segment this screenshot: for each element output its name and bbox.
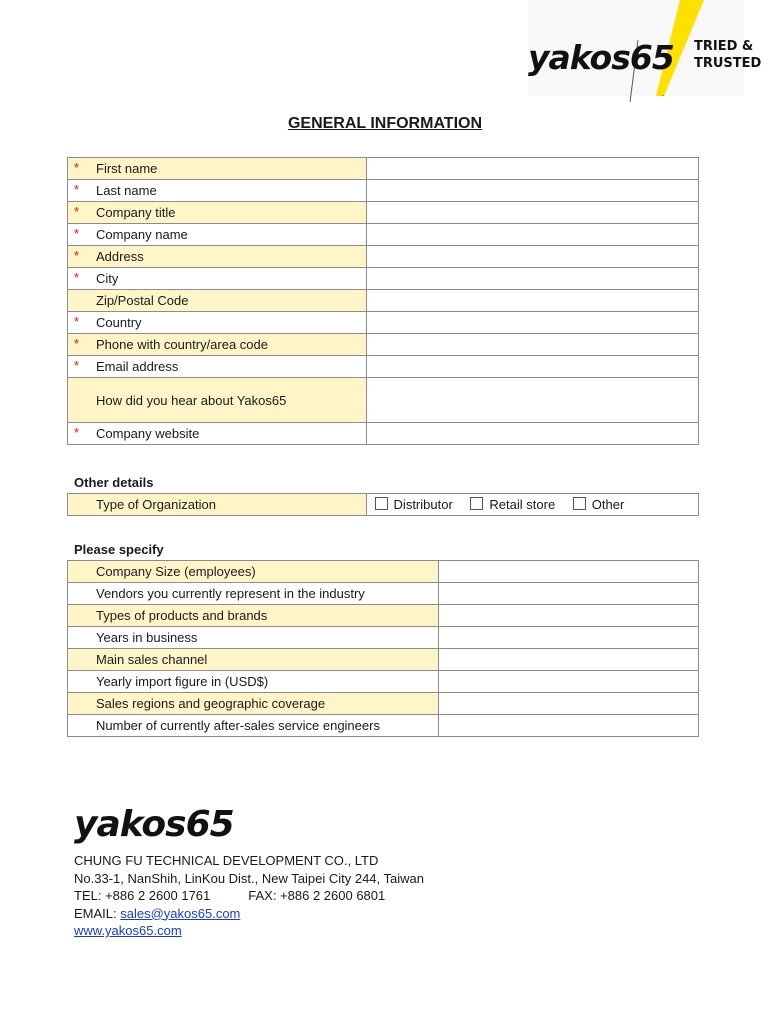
org-type-table [67, 493, 699, 516]
field-label [68, 246, 367, 268]
specify-label-text: Yearly import figure in (USD$) [96, 674, 269, 689]
checkbox-retail-store[interactable] [470, 497, 483, 510]
field-label [68, 290, 367, 312]
required-marker: * [74, 425, 80, 440]
field-input[interactable] [366, 268, 698, 290]
specify-label-text: Sales regions and geographic coverage [96, 696, 326, 711]
field-input[interactable] [366, 290, 698, 312]
footer-contact [74, 852, 424, 940]
general-info-table [67, 157, 699, 445]
field-label-text: How did you hear about Yakos65 [96, 392, 287, 408]
field-label-text: Company website [96, 426, 200, 441]
field-input[interactable] [366, 334, 698, 356]
field-label [68, 378, 367, 423]
specify-row [68, 693, 699, 715]
specify-row [68, 715, 699, 737]
required-marker: * [74, 358, 80, 373]
field-label-text: Zip/Postal Code [96, 293, 189, 308]
specify-input[interactable] [439, 561, 699, 583]
field-label-text: Phone with country/area code [96, 337, 268, 352]
phone-number: TEL: +886 2 2600 1761 [74, 888, 211, 903]
field-input[interactable] [366, 423, 698, 445]
field-input[interactable] [366, 246, 698, 268]
field-label [68, 356, 367, 378]
form-row [68, 423, 699, 445]
specify-label [68, 715, 439, 737]
form-row [68, 246, 699, 268]
field-label [68, 224, 367, 246]
company-address: No.33-1, NanShih, LinKou Dist., New Taipei City 244, Taiwan [74, 870, 424, 886]
fax-number: FAX: +886 2 2600 6801 [248, 888, 386, 903]
form-row [68, 356, 699, 378]
field-label [68, 334, 367, 356]
specify-row [68, 671, 699, 693]
field-input[interactable] [366, 378, 698, 423]
specify-input[interactable] [439, 605, 699, 627]
tagline-line-2: TRUSTED [694, 56, 762, 71]
specify-row [68, 627, 699, 649]
field-label-text: Company name [96, 227, 188, 242]
specify-label-text: Years in business [96, 630, 198, 645]
form-row [68, 312, 699, 334]
checkbox-distributor[interactable] [375, 497, 388, 510]
form-row [68, 334, 699, 356]
form-row [68, 158, 699, 180]
field-input[interactable] [366, 180, 698, 202]
org-type-options [366, 494, 698, 516]
specify-label [68, 649, 439, 671]
required-marker: * [74, 182, 80, 197]
specify-row [68, 605, 699, 627]
other-details-heading: Other details [74, 475, 154, 490]
company-name: CHUNG FU TECHNICAL DEVELOPMENT CO., LTD [74, 853, 379, 868]
field-label [68, 268, 367, 290]
specify-input[interactable] [439, 583, 699, 605]
org-type-label: Type of Organization [68, 494, 367, 516]
required-marker: * [74, 204, 80, 219]
field-label-text: Company title [96, 205, 176, 220]
specify-table [67, 560, 699, 737]
required-marker: * [74, 248, 80, 263]
specify-input[interactable] [439, 627, 699, 649]
field-label [68, 202, 367, 224]
specify-label [68, 583, 439, 605]
specify-label [68, 605, 439, 627]
email-line [74, 905, 424, 923]
page-title: GENERAL INFORMATION [287, 115, 483, 132]
option-retail-store[interactable]: Retail store [470, 497, 555, 512]
specify-label-text: Company Size (employees) [96, 564, 256, 579]
specify-row [68, 583, 699, 605]
field-label-text: First name [96, 161, 158, 176]
field-label-text: City [96, 271, 119, 286]
field-input[interactable] [366, 158, 698, 180]
required-marker: * [74, 160, 80, 175]
specify-label [68, 693, 439, 715]
form-row [68, 378, 699, 423]
specify-input[interactable] [439, 649, 699, 671]
phone-fax-line [74, 887, 424, 905]
footer-logo: yakos65 [74, 804, 234, 845]
please-specify-heading: Please specify [74, 542, 164, 557]
specify-row [68, 649, 699, 671]
specify-label [68, 627, 439, 649]
field-label-text: Last name [96, 183, 157, 198]
specify-label-text: Types of products and brands [96, 608, 268, 623]
field-input[interactable] [366, 224, 698, 246]
specify-input[interactable] [439, 671, 699, 693]
required-marker: * [74, 226, 80, 241]
website-link[interactable]: www.yakos65.com [74, 923, 182, 938]
tagline [694, 38, 761, 72]
field-label [68, 423, 367, 445]
field-input[interactable] [366, 312, 698, 334]
option-distributor[interactable]: Distributor [375, 497, 453, 512]
field-input[interactable] [366, 356, 698, 378]
field-label [68, 180, 367, 202]
required-marker: * [74, 314, 80, 329]
field-label-text: Email address [96, 359, 179, 374]
form-row [68, 290, 699, 312]
specify-input[interactable] [439, 693, 699, 715]
specify-label-text: Number of currently after-sales service engineers [96, 718, 380, 733]
specify-label [68, 671, 439, 693]
specify-input[interactable] [439, 715, 699, 737]
field-label-text: Address [96, 249, 144, 264]
email-label: EMAIL: [74, 905, 121, 921]
form-row [68, 180, 699, 202]
field-label-text: Country [96, 315, 142, 330]
email-link[interactable]: sales@yakos65.com [120, 905, 241, 921]
form-row [68, 202, 699, 224]
tagline-line-1: TRIED & [694, 39, 754, 54]
specify-label [68, 561, 439, 583]
specify-row [68, 561, 699, 583]
required-marker: * [74, 270, 80, 285]
specify-label-text: Main sales channel [96, 652, 208, 667]
option-other[interactable]: Other [573, 497, 625, 512]
field-input[interactable] [366, 202, 698, 224]
checkbox-other[interactable] [573, 497, 586, 510]
field-label [68, 312, 367, 334]
specify-label-text: Vendors you currently represent in the industry [96, 586, 365, 601]
form-row [68, 224, 699, 246]
field-label [68, 158, 367, 180]
form-row [68, 268, 699, 290]
header-logo: yakos65 [528, 38, 674, 77]
required-marker: * [74, 336, 80, 351]
